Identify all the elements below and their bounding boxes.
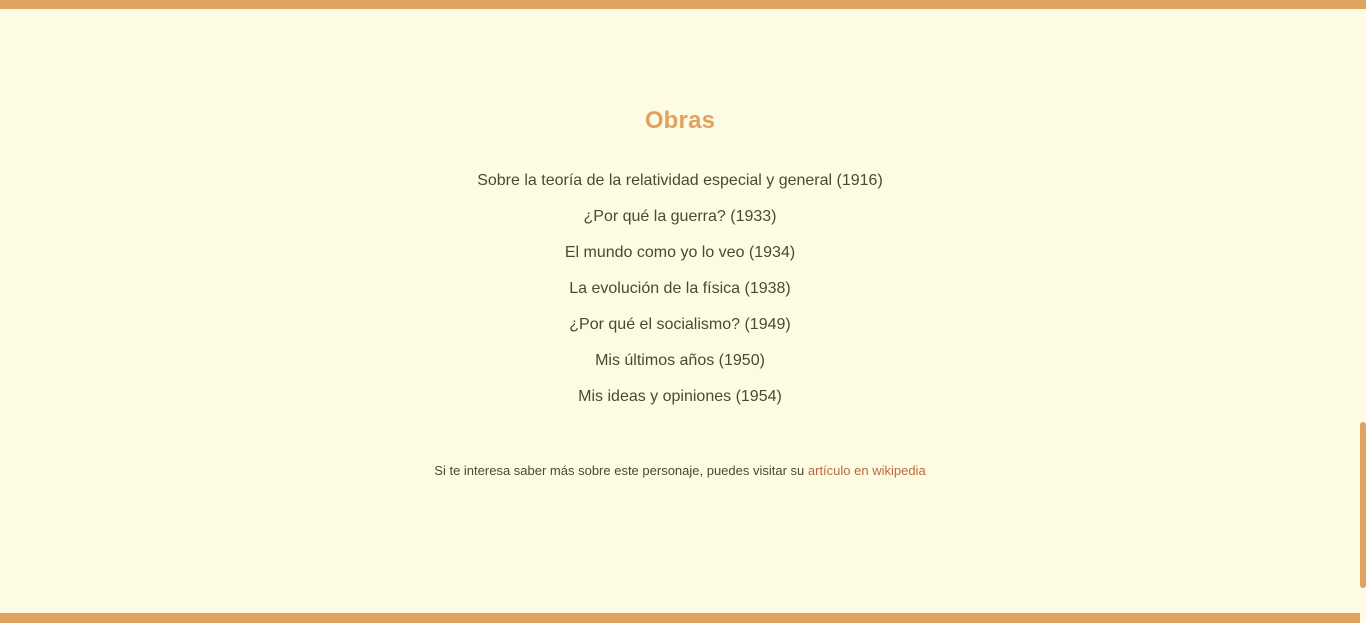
works-list <box>0 169 1360 421</box>
work-item: ¿Por qué la guerra? (1933) <box>583 208 777 225</box>
work-item: El mundo como yo lo veo (1934) <box>564 244 796 261</box>
work-item: Mis ideas y opiniones (1954) <box>578 388 782 405</box>
wikipedia-link[interactable]: artículo en wikipedia <box>807 463 926 478</box>
work-item: La evolución de la física (1938) <box>569 280 791 297</box>
scrollbar-thumb[interactable] <box>1360 422 1366 588</box>
section-title: Obras <box>644 107 716 134</box>
top-border <box>0 0 1366 9</box>
footer-note <box>0 463 1360 478</box>
work-item: ¿Por qué el socialismo? (1949) <box>569 316 791 333</box>
footer-text: Si te interesa saber más sobre este personaje, puedes visitar su <box>434 463 808 478</box>
work-item: Mis últimos años (1950) <box>595 352 765 369</box>
bottom-border <box>0 613 1360 623</box>
work-item: Sobre la teoría de la relatividad especial y general (1916) <box>477 172 883 189</box>
